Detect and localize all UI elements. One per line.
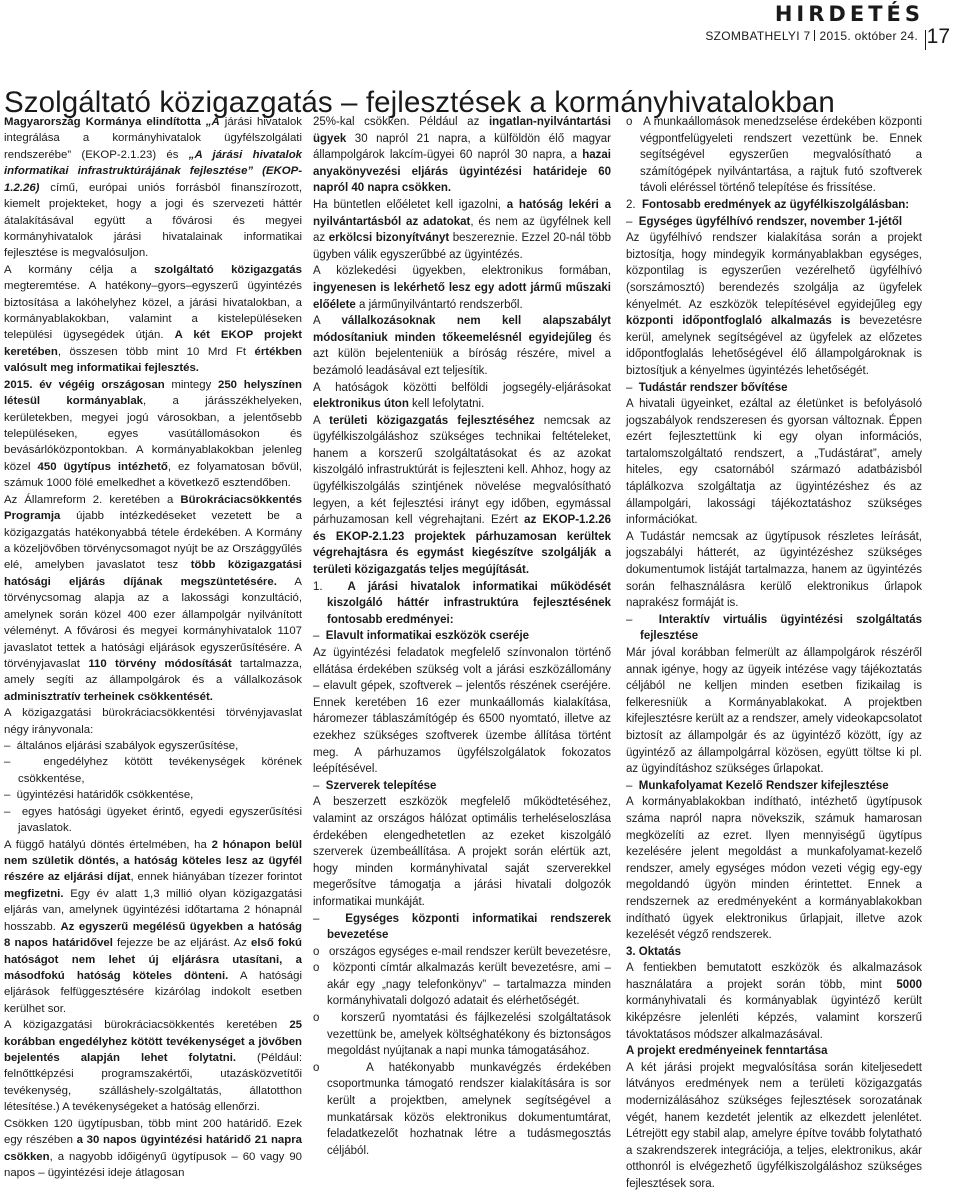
- list-item: – ügyintézési határidők csökkentése,: [4, 787, 302, 803]
- publication-name: SZOMBATHELYI: [705, 29, 800, 43]
- subheading-list: [313, 778, 611, 795]
- subheading-list: [626, 214, 922, 231]
- paragraph: A kormány célja a szolgáltató közigazgatás megteremtése. A hatékony–gyors–egyszerű ügyintézés biztosítása a lakóhelyhez közel, a járási hivatalokban, a kormányablakokban, valamint a kistelepüléseken települési ügysegédek útján. A két EKOP projekt keretében, összesen több mint 10 Mrd Ft értékben valósult meg informatikai fejlesztés.: [4, 263, 303, 375]
- paragraph: Ha büntetlen előéletet kell igazolni, a hatóság lekéri a nyilvántartásból az adatokat, és nem az ügyfélnek kell az erkölcsi bizonyítványt beszereznie. Ezzel 20-nál több ügyben válik egyszerűbbé az ügyintézés.: [313, 198, 611, 261]
- paragraph: A beszerzett eszközök megfelelő működtetéséhez, valamint az országos hálózat optimális terheléseloszlása érdekében elengedhetetlen az ezeket kiszolgáló szerverek üzembeállítása. A projekt során elértük azt, hogy minden kormányhivatal saját szerverekkel megerősítve támogatja a járási hivatali dolgozók informatikai munkáját.: [313, 796, 611, 908]
- numbered-section: [626, 197, 922, 214]
- subheading: – Tudástár rendszer bővítése: [626, 380, 922, 397]
- paragraph: Az Államreform 2. keretében a Bürokráciacsökkentés Programja újabb intézkedéseket vezetett be a közigazgatás hatékonyabbá tétele érdekében. A Kormány a közeljövőben törvénycsomagot nyújt be az Országgyűlés elé, amelyben javaslatot tesz több közigazgatási hatósági eljárás díjának megszüntetésére. A törvénycsomag alapja az a lakossági konzultáció, amelynek során közel 400 ezer állampolgár nyilvánított véleményt. A fővárosi és megyei kormányhivatalok 1107 javaslatot tettek a hatósági eljárások egyszerűsítésére. A törvényjavaslat 110 törvény módosítását tartalmazza, amely segíti az állampolgárok és a vállalkozások adminisztratív terheinek csökkentését.: [4, 493, 303, 703]
- numbered-section: [313, 579, 611, 629]
- list-item: o korszerű nyomtatási és fájlkezelési szolgáltatások vezettünk be, amelyek költséghatékony és biztonságos megoldást nyújtanak a napi munka támogatásához.: [313, 1010, 611, 1060]
- paragraph: Már jóval korábban felmerült az állampolgárok részéről annak igénye, hogy az ügyeik intézése vagy tájékoztatás céljából ne kelljen minden esetben fizikailag is felkeresniük a Kormányablakokat. A projektben kifejlesztésre került az a rendszer, amely videokapcsolatot biztosít az állampolgár és az ügyintéző között, így az ügyintéző az állampolgárral közösen, együtt töltse ki pl. az ügyindításhoz szükséges űrlapokat.: [626, 647, 922, 776]
- subheading: – Egységes központi informatikai rendszerek bevezetése: [313, 911, 611, 944]
- column-3: [626, 114, 922, 1193]
- paragraph: A közlekedési ügyekben, elektronikus formában, ingyenesen is lekérhető lesz egy adott jármű műszaki előélete a járműnyilvántartó rendszerből.: [313, 265, 611, 311]
- paragraph: A függő hatályú döntés értelmében, ha 2 hónapon belül nem születik döntés, a hatóság köteles lesz az ügyfél részére az eljárási díjat, ennek hiányában tízezer forintot megfizetni. Egy év alatt 1,3 millió olyan közigazgatási eljárás van, amelynek ügyintézési időtartama 2 hónapnál hosszabb. Az egyszerű megélésű ügyekben a hatóság 8 napos határidővel fejezze be az eljárást. Az első fokú hatóságot nem lehet új eljárásra utasítani, a másodfokú hatóság köteles dönteni. A hatósági eljárások felfüggesztésére kizárólag indokolt esetben kerülhet sor.: [4, 838, 303, 1015]
- section-label: HIRDETÉS: [774, 2, 924, 26]
- list-item: o központi címtár alkalmazás került bevezetésre, ami – akár egy „nagy telefonkönyv” – tartalmazza minden kormányhivatali dolgozó adatait és elérhetőségét.: [313, 960, 611, 1010]
- subheading: – Elavult informatikai eszközök cseréje: [313, 628, 611, 645]
- paragraph: A fentiekben bemutatott eszközök és alkalmazások használatára a projekt során több, mint 5000 kormányhivatali és kormányablak ügyintéző került kiképzésre jelenléti képzés, valamint korszerű távoktatásos módszer alkalmazásával.: [626, 962, 922, 1041]
- subheading: – Egységes ügyfélhívó rendszer, november 1-jétől: [626, 214, 922, 231]
- paragraph: A Tudástár nemcsak az ügytípusok részletes leírását, jogszabályi hátterét, az ügyintézéshez szükséges dokumentumok listáját tartalmazza, hanem az ügyintézés során felhasználásra kerülő elektronikus űrlapok naprakész formáját is.: [626, 530, 922, 610]
- subheading: – Interaktív virtuális ügyintézési szolgáltatás fejlesztése: [626, 612, 922, 645]
- paragraph: A hivatali ügyeinket, ezáltal az életünket is befolyásoló jogszabályok rendszeresen és gyorsan változnak. Éppen ezért fejlesztettünk ki egy olyan információs, tartalomszolgáltató rendszert, a „Tudástárat”, amely hiteles, egy csatornából származó adatbázisból táplálkozva szolgáltatja az ügyintézéshez és az állampolgári, lakossági tájékoztatáshoz szükséges információkat.: [626, 398, 922, 527]
- column-2: [313, 114, 611, 1159]
- paragraph: A kormányablakokban indítható, intézhető ügytípusok száma napról napra növekszik, számuk hamarosan megközelíti az ezret. Ilyen mennyiségű ügytípus kezelésére jelent megoldást a munkafolyamat-kezelő rendszer, amely egységes módon vezeti végig egy-egy megoldandó ügyön minden érintettet. Ennek a rendszernek az eredményeként a kormányablakokban indítható ügyek elektronikus űrlapjait, illetve azok kezelését végző rendszerek.: [626, 796, 922, 942]
- section-heading: 1. A járási hivatalok informatikai működését kiszolgáló háttér infrastruktúra fejlesztésének fontosabb eredményei:: [313, 580, 611, 626]
- paragraph: Csökken 120 ügytípusban, több mint 200 határidő. Ezek egy részében a 30 napos ügyintézési határidő 21 napra csökken, a nagyobb időigényű ügytípusok – 60 vagy 90 napos – ügyintézési ideje átlagosan: [4, 1117, 302, 1179]
- list-item: o A munkaállomások menedzselése érdekében központi végpontfelügyeleti rendszert vezettünk be. Ennek segítségével egyszerűen megvalósítható a számítógépek nyilvántartása, a rajtuk futó szoftverek távoli eléréssel történő telepítése és frissítése.: [626, 114, 922, 197]
- circle-list: [313, 944, 611, 1160]
- paragraph: A területi közigazgatás fejlesztéséhez nemcsak az ügyfélkiszolgáláshoz szükséges technikai feltételeket, hanem a korszerű szolgáltatásokat és az azokat kiszolgáló infrastruktúrát is fejleszteni kell. Ahhoz, hogy az ügyfélkiszolgálás szintjének növelése megvalósítható legyen, a két fejlesztési irányt egy időben, egymással párhuzamosan kell végrehajtani. Ezért az EKOP-1.2.26 és EKOP-2.1.23 projektek párhuzamosan kerültek végrehajtásra és egymást kiegészítve szolgálják a területi közigazgatás teljes megújítását.: [313, 414, 611, 577]
- list-item: – engedélyhez kötött tevékenységek körének csökkentése,: [4, 754, 302, 787]
- bullet-list: [4, 738, 302, 837]
- list-item: o A hatékonyabb munkavégzés érdekében csoportmunka támogató rendszer kialakítására is sor került a projektben, amelynek segítségével a munkatársak közös elektronikus dokumentumtárat, feladatkezelőt hozhatnak létre a tudásmegosztás céljából.: [313, 1060, 611, 1160]
- subheading: – Munkafolyamat Kezelő Rendszer kifejlesztése: [626, 778, 922, 795]
- paragraph: A közigazgatási bürokráciacsökkentési törvényjavaslat négy irányvonala:: [4, 707, 302, 736]
- subheading: – Szerverek telepítése: [313, 778, 611, 795]
- page-number: 17: [926, 25, 950, 48]
- list-item: – általános eljárási szabályok egyszerűsítése,: [4, 738, 302, 754]
- paragraph: A közigazgatási bürokráciacsökkentés keretében 25 korábban engedélyhez kötött tevékenységet a jövőben bejelentés alapján lehet folytatni. (Például: felnőttképzési programszakértői, utazásközvetítői tevékenység, szálláshely-szolgáltatás, állatotthon létesítése.) A tevékenységeket a hatóság ellenőrzi.: [4, 1019, 302, 1114]
- subheading-list: [313, 628, 611, 645]
- paragraph: A vállalkozásoknak nem kell alapszabályt módosítaniuk minden tőkeemelésnél egyidejűleg és azt külön bejelenteniük a bíróság részére, mivel a bezámoló leadásával ezt teljesítik.: [313, 315, 612, 377]
- list-item: o országos egységes e-mail rendszer került bevezetésre,: [313, 944, 611, 961]
- separator: [814, 30, 815, 41]
- subheading-list: [626, 380, 922, 397]
- circle-list: [626, 114, 922, 197]
- subheading-list: [626, 612, 922, 645]
- issue-number: 7: [803, 29, 811, 43]
- paragraph: 25%-kal csökken. Például az ingatlan-nyilvántartási ügyek 30 napról 21 napra, a külföldön élő magyar állampolgárok lakcím-ügyei 60 napról 30 napra, a hazai anyakönyvezési eljárás ügyintézési határideje 60 napról 40 napra csökken.: [313, 116, 611, 195]
- article-headline: Szolgáltató közigazgatás – fejlesztések a kormányhivatalokban: [4, 85, 835, 119]
- paragraph: Az ügyintézési feladatok megfelelő színvonalon történő ellátása érdekében szükség volt a járási eszközállomány – elavult gépek, szoftverek – jelentős részének cseréjére. Ennek keretében 16 ezer munkaállomás kialakítása, háromezer táblaszámítógép és 6500 nyomtató, illetve az ezekhez szükséges szoftverek üzembe állítása történt meg. A párhuzamos ügyfélszolgálatok fokozatos leépítésével.: [313, 647, 611, 776]
- paragraph: A hatóságok közötti belföldi jogsegély-eljárásokat elektronikus úton kell lefolytatni.: [313, 381, 611, 411]
- issue-date: 2015. október 24.: [819, 29, 918, 43]
- publication-info: [705, 29, 918, 43]
- paragraph: Az ügyfélhívó rendszer kialakítása során a projekt biztosítja, hogy mindegyik kormányablakban egységes, központilag is egyszerűen vezérelhető ügyfélhívó (sorszámosztó) berendezés szolgálja az ügyfelek kényelmét. Az eszközök telepítésével egyidejűleg egy központi időpontfoglaló alkalmazás is bevezetésre kerül, amelynek segítségével az ügyfelek az előzetes időpontfoglalás lehetőségével élő állampolgároknak is biztosítjuk a kényelmes ügyintézés lehetőségét.: [626, 232, 922, 377]
- section-heading: 2. Fontosabb eredmények az ügyfélkiszolgálásban:: [626, 198, 910, 211]
- column-1: [4, 114, 302, 1181]
- paragraph: 2015. év végéig országosan mintegy 250 helyszínen létesül kormányablak, a járásszékhelyeken, kerületekben, megyei jogú városokban, a jelentősebb településeken, egyes vasútállomásokon és bevásárlóközpontokban. A kormányablakokban jelenleg közel 450 ügytípus intézhető, ez folyamatosan bővül, számuk 1000 fölé emelkedhet a következő esztendőben.: [4, 378, 303, 490]
- subheading-list: [626, 778, 922, 795]
- paragraph: A két járási projekt megvalósítása során kiteljesedett látványos eredmények nem a területi közigazgatás modernizálásához szükséges fejlesztések sorozatának végét, hanem kezdetét jelentik az elkezdett jelenlétet. Létrejött egy stabil alap, amelyre építve tovább folytatható a szakrendszerek integrációja, a teljes, elektronikus, akár otthonról is elvégezhető ügyfélkiszolgáláshoz szükséges fejlesztések sora.: [626, 1061, 922, 1190]
- paragraph: Magyarország Kormánya elindította „A járási hivatalok integrálása a kormányhivatalok ügyfélszolgálati rendszerébe” (EKOP-2.1.23) és „A járási hivatalok informatikai infrastruktúrájának fejlesztése” (EKOP-1.2.26) című, európai uniós forrásból finanszírozott, kiemelt projekteket, hogy a jogi és szervezeti háttér átalakításával együtt a fővárosi és megyei kormányhivatalok járási hivatalainak informatikai fejlesztése is megvalósuljon.: [4, 116, 302, 260]
- page-header: [0, 0, 960, 60]
- section-heading: A projekt eredményeinek fenntartása: [626, 1045, 828, 1058]
- list-item: – egyes hatósági ügyeket érintő, egyedi egyszerűsítési javaslatok.: [4, 804, 302, 837]
- section-heading: 3. Oktatás: [626, 945, 681, 958]
- subheading-list: [313, 911, 611, 944]
